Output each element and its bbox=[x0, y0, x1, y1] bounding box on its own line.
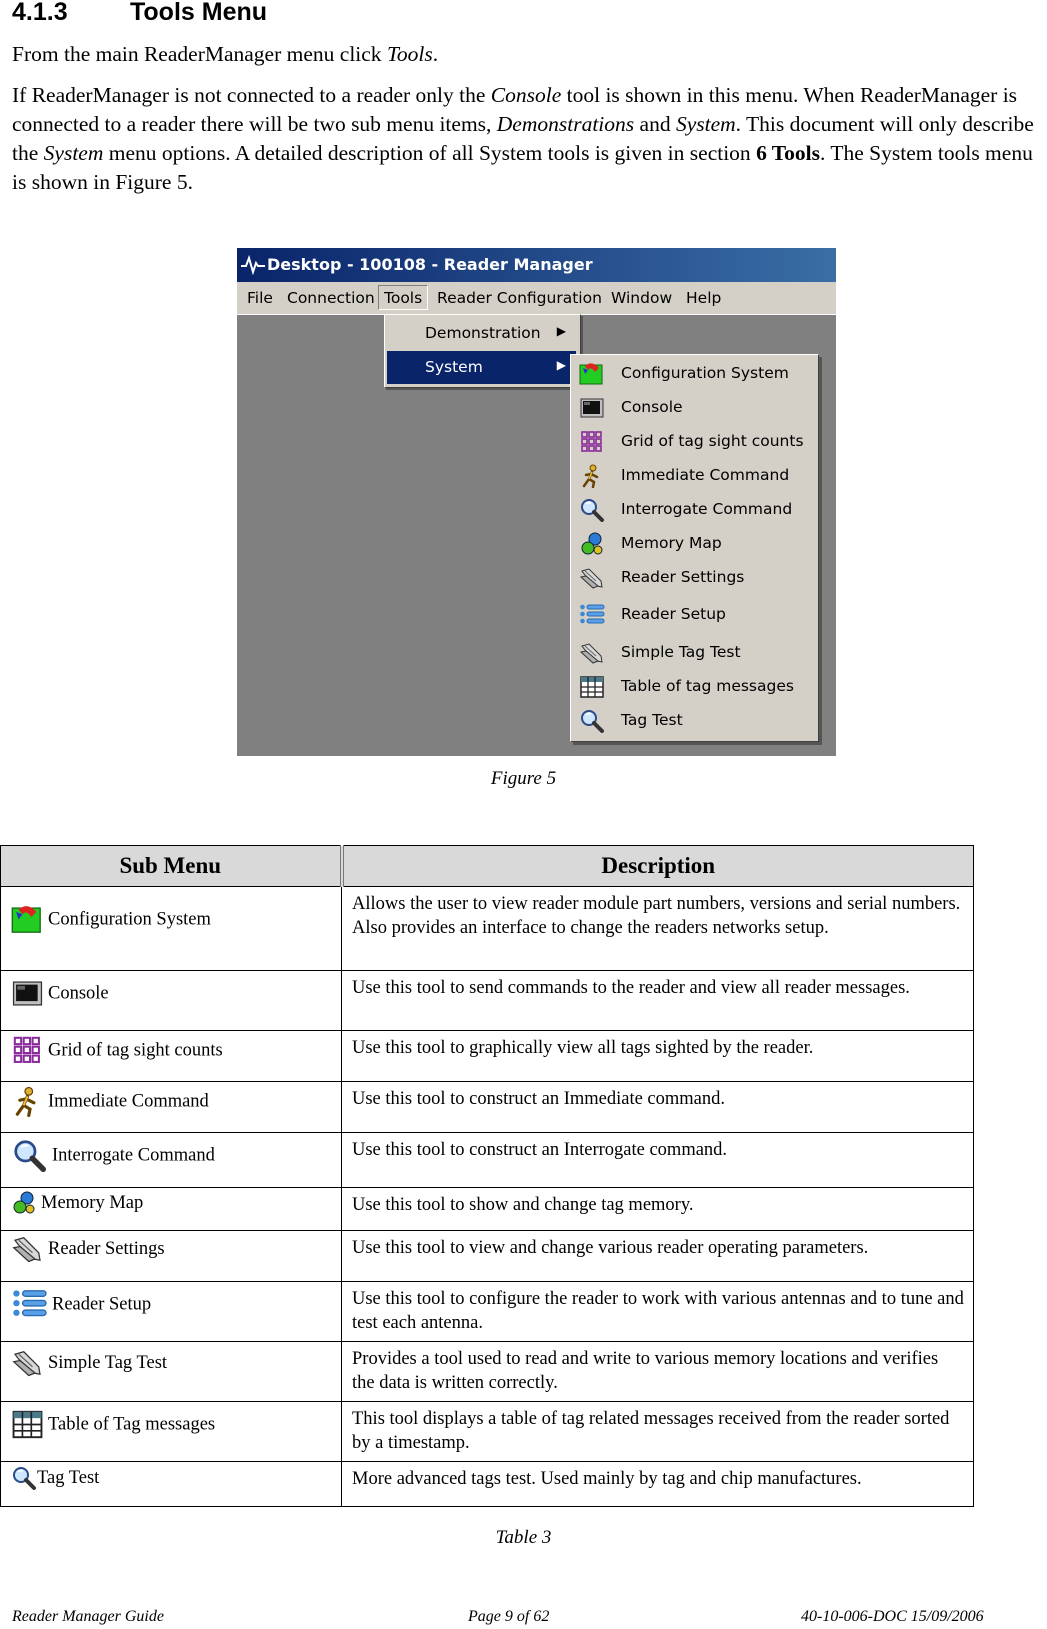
magnifier-icon bbox=[579, 498, 605, 522]
intro-paragraph-2: If ReaderManager is not connected to a reader only the Console tool is shown in this menu. When ReaderManager is connected to a reader there will be two sub menu items, Demonstrations and System. This document will only describe the System menu options. A detailed description of all System tools is given in section 6 Tools. The System tools menu is shown in Figure 5. bbox=[12, 83, 1034, 194]
menu-item-system[interactable]: System ▶ bbox=[387, 351, 576, 384]
wrench-icon bbox=[579, 566, 605, 590]
section-heading bbox=[12, 0, 267, 27]
submenu-item-grid[interactable]: Grid of tag sight counts bbox=[571, 425, 818, 459]
table-row: Tag Test More advanced tags test. Used mainly by tag and chip manufactures. bbox=[1, 1462, 974, 1507]
table-row: Configuration System Allows the user to view reader module part numbers, versions and serial numbers. Also provides an interface to change the readers networks setup. bbox=[1, 887, 974, 971]
submenu-table bbox=[0, 845, 974, 1507]
table-icon bbox=[11, 1408, 44, 1441]
submenu-item-table-of-tag-messages[interactable]: Table of tag messages bbox=[571, 670, 818, 704]
tools-dropdown bbox=[384, 314, 581, 388]
submenu-item-simple-tag-test[interactable]: Simple Tag Test bbox=[571, 636, 818, 670]
magnifier-icon bbox=[579, 709, 605, 733]
menu-item-demonstration[interactable]: Demonstration ▶ bbox=[425, 324, 566, 342]
submenu-arrow-icon: ▶ bbox=[556, 358, 566, 372]
submenu-arrow-icon: ▶ bbox=[556, 324, 566, 338]
waveform-icon bbox=[240, 255, 266, 275]
footer-document-title: Reader Manager Guide bbox=[12, 1608, 164, 1625]
table-row: Table of Tag messages This tool displays a table of tag related messages received from the reader sorted by a timestamp. bbox=[1, 1402, 974, 1462]
console-icon bbox=[579, 396, 605, 420]
table-row: Grid of tag sight counts Use this tool to graphically view all tags sighted by the reader. bbox=[1, 1031, 974, 1082]
section-number: 4.1.3 bbox=[12, 0, 68, 26]
intro-paragraph-1: From the main ReaderManager menu click Tools. bbox=[12, 42, 439, 66]
menu-window[interactable]: Window bbox=[611, 289, 673, 307]
header-sub-menu: Sub Menu bbox=[1, 846, 342, 887]
wrench-icon bbox=[11, 1234, 44, 1264]
section-title: Tools Menu bbox=[130, 0, 268, 26]
table-header-row bbox=[1, 846, 974, 887]
figure-caption: Figure 5 bbox=[490, 768, 557, 789]
submenu-item-immediate-command[interactable]: Immediate Command bbox=[571, 459, 818, 493]
memory-map-icon bbox=[11, 1190, 37, 1216]
submenu-item-reader-setup[interactable]: Reader Setup bbox=[571, 598, 818, 632]
grid-icon bbox=[579, 430, 605, 454]
list-icon bbox=[11, 1288, 48, 1321]
wrench-icon bbox=[11, 1348, 44, 1378]
menu-help[interactable]: Help bbox=[686, 289, 722, 307]
magnifier-icon bbox=[11, 1465, 37, 1491]
menu-connection[interactable]: Connection bbox=[287, 289, 375, 307]
menu-bar bbox=[237, 282, 836, 315]
menu-reader-configuration[interactable]: Reader Configuration bbox=[437, 289, 602, 307]
list-icon bbox=[579, 603, 605, 627]
grid-icon bbox=[11, 1034, 44, 1067]
header-description: Description bbox=[342, 846, 974, 887]
footer-doc-id: 40-10-006-DOC 15/09/2006 bbox=[801, 1608, 984, 1625]
config-system-icon bbox=[11, 903, 44, 936]
submenu-item-console[interactable]: Console bbox=[571, 391, 818, 425]
console-icon bbox=[11, 977, 44, 1010]
menu-tools[interactable]: Tools bbox=[378, 285, 428, 310]
runner-icon bbox=[579, 464, 605, 488]
section-reference: 6 Tools bbox=[756, 141, 821, 165]
runner-icon bbox=[11, 1085, 44, 1118]
table-caption: Table 3 bbox=[495, 1527, 552, 1548]
table-row: Console Use this tool to send commands to the reader and view all reader messages. bbox=[1, 971, 974, 1031]
memory-map-icon bbox=[579, 532, 605, 556]
submenu-item-reader-settings[interactable]: Reader Settings bbox=[571, 561, 818, 595]
window-title: Desktop - 100108 - Reader Manager bbox=[267, 255, 593, 274]
table-row: Reader Settings Use this tool to view and change various reader operating parameters. bbox=[1, 1231, 974, 1282]
submenu-item-configuration-system[interactable]: Configuration System bbox=[571, 357, 818, 391]
submenu-item-interrogate-command[interactable]: Interrogate Command bbox=[571, 493, 818, 527]
figure-screenshot bbox=[237, 248, 836, 756]
table-row: Immediate Command Use this tool to construct an Immediate command. bbox=[1, 1082, 974, 1133]
tools-emphasis: Tools bbox=[386, 42, 433, 66]
footer-page-number: Page 9 of 62 bbox=[468, 1608, 550, 1625]
system-submenu bbox=[570, 354, 819, 742]
table-row: Memory Map Use this tool to show and change tag memory. bbox=[1, 1188, 974, 1231]
config-system-icon bbox=[579, 362, 605, 386]
table-row: Reader Setup Use this tool to configure the reader to work with various antennas and to tune and test each antenna. bbox=[1, 1282, 974, 1342]
table-row: Simple Tag Test Provides a tool used to read and write to various memory locations and verifies the data is written correctly. bbox=[1, 1342, 974, 1402]
window-title-bar bbox=[237, 248, 836, 282]
table-icon bbox=[579, 675, 605, 699]
submenu-item-memory-map[interactable]: Memory Map bbox=[571, 527, 818, 561]
table-row: Interrogate Command Use this tool to construct an Interrogate command. bbox=[1, 1133, 974, 1188]
menu-file[interactable]: File bbox=[247, 289, 273, 307]
submenu-item-tag-test[interactable]: Tag Test bbox=[571, 704, 818, 738]
magnifier-icon bbox=[11, 1139, 48, 1172]
wrench-icon bbox=[579, 641, 605, 665]
